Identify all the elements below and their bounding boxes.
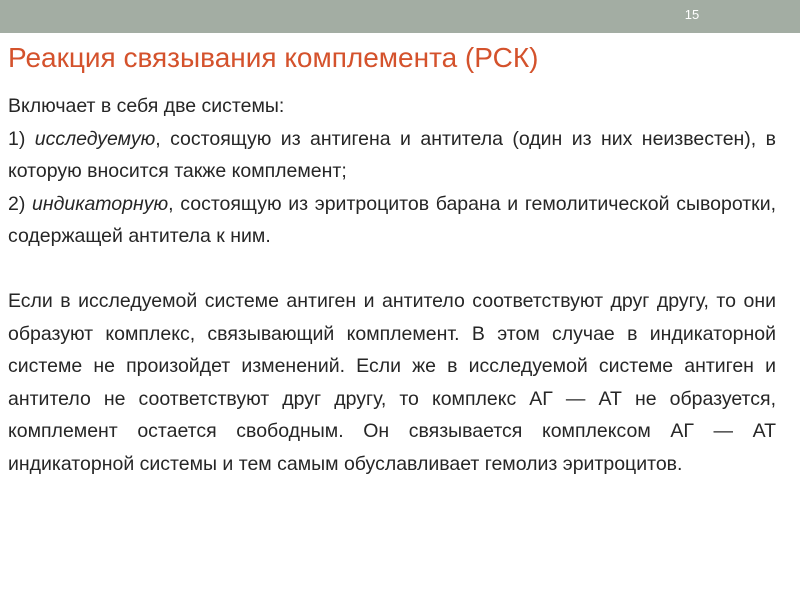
slide-title: Реакция связывания комплемента (РСК) — [8, 42, 539, 73]
list-item-2-text: , состоящую из эритроцитов барана и гемолитической сыворотки, содержащей антитела к ним. — [8, 192, 777, 247]
top-bar — [0, 0, 800, 33]
list-item-2-prefix: 2) — [8, 192, 33, 215]
slide-body — [8, 90, 776, 480]
list-item-2-emphasis: индикаторную — [32, 192, 169, 215]
list-item-1-emphasis: исследуемую — [34, 127, 156, 150]
intro-line: Включает в себя две системы: — [8, 95, 285, 117]
list-item-1-prefix: 1) — [8, 127, 35, 150]
list-item-2 — [8, 188, 776, 253]
list-item-1 — [8, 123, 776, 188]
list-item-1-text: , состоящую из антигена и антитела (один из них неизвестен), в которую вносится также комплемент; — [8, 127, 776, 182]
slide-number: 15 — [684, 7, 700, 22]
paragraph-spacer — [8, 253, 776, 286]
explanation-paragraph: Если в исследуемой системе антиген и антитело соответствуют друг другу, то они образуют комплекс, связывающий комплемент. В этом случае в индикаторной системе не произойдет изменений. Если же в исследуемой системе антиген и антитело не соответствуют друг другу, то комплекс АГ — АТ не образуется, комплемент остается свободным. Он связывается комплексом АГ — АТ индикаторной системы и тем самым обуславливает гемолиз эритроцитов. — [8, 290, 776, 475]
